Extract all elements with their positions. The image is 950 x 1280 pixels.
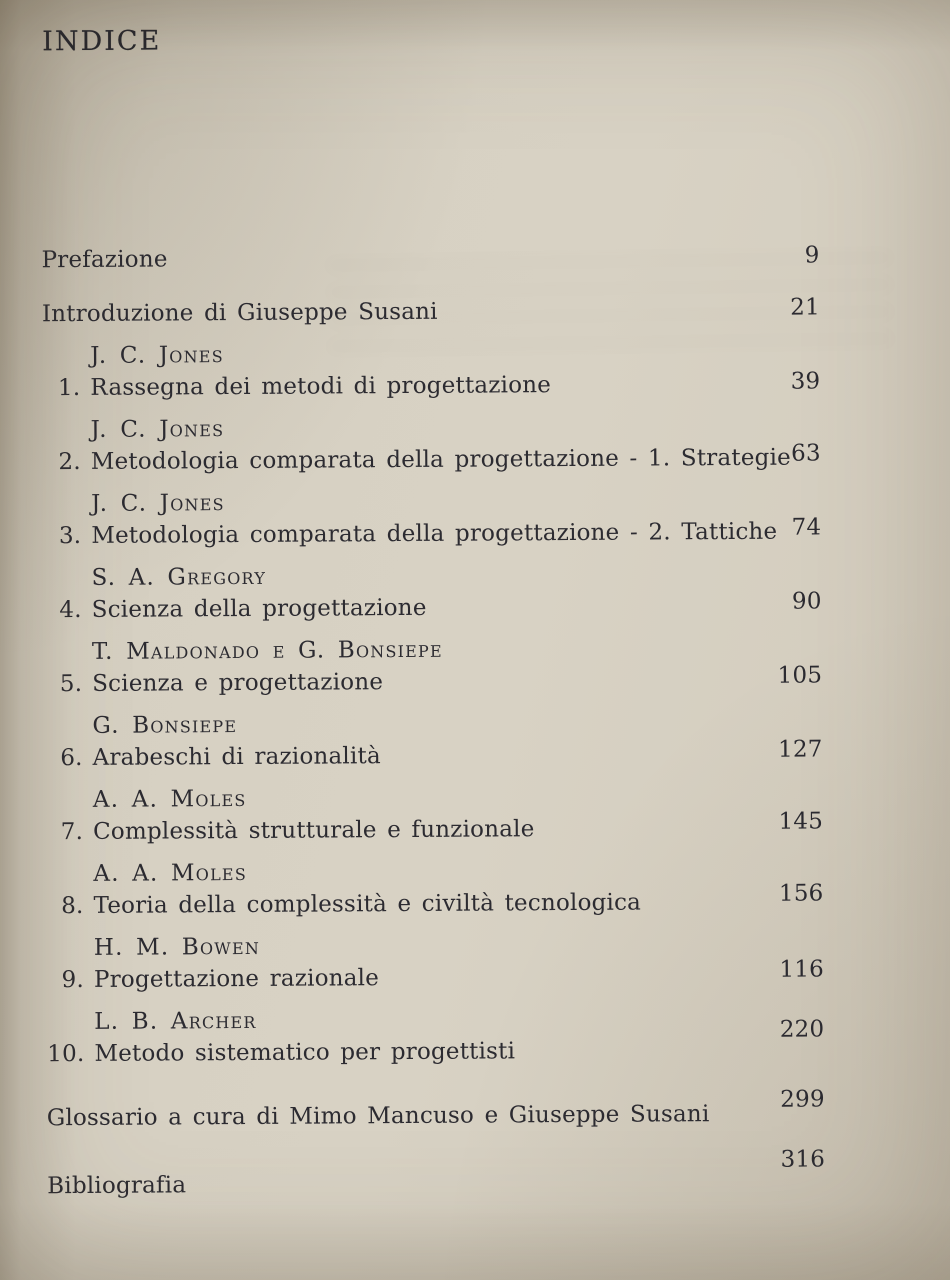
toc-entry (46, 956, 825, 996)
entry-number: 8. (61, 892, 84, 920)
entry-number: 3. (58, 522, 82, 550)
entry-page-number: 127 (778, 736, 823, 763)
toc-entry (43, 441, 821, 478)
entry-title: Metodologia comparata della progettazione - 1. Strategie (90, 444, 791, 475)
entry-title: Prefazione (41, 246, 168, 274)
entry-number: 1. (57, 374, 81, 402)
entry-page-number: 74 (791, 514, 822, 541)
entry-page-number: 316 (780, 1146, 826, 1173)
entry-author: S. A. Gregory (91, 563, 267, 591)
toc-entry-group (44, 631, 822, 700)
entry-title: Scienza della progettazione (91, 594, 427, 623)
entry-author: G. Bonsiepe (92, 712, 238, 739)
entry-title: Bibliografia (47, 1172, 187, 1200)
toc-entry (42, 367, 820, 404)
toc-entry-group (45, 779, 823, 848)
entry-title: Teoria della complessità e civiltà tecnologica (93, 889, 642, 919)
entry-number: 6. (60, 744, 83, 772)
entry-number: 10. (47, 1040, 85, 1068)
toc-entry (44, 663, 822, 700)
table-of-contents (41, 239, 825, 1202)
entry-title: Metodologia comparata della progettazione - 2. Tattiche (91, 518, 778, 549)
entry-page-number: 145 (778, 808, 824, 835)
entry-page-number: 105 (777, 662, 823, 689)
entry-author: A. A. Moles (92, 785, 247, 813)
toc-entry-group (46, 1001, 824, 1070)
entry-title: Scienza e progettazione (92, 669, 384, 697)
entry-author: J. C. Jones (90, 342, 224, 369)
toc-entry (45, 880, 824, 922)
entry-page-number: 63 (791, 440, 821, 467)
toc-entry (46, 1086, 825, 1134)
toc-entry-group (44, 705, 822, 774)
toc-entry (44, 589, 822, 626)
page-title: INDICE (42, 25, 162, 58)
entry-page-number: 299 (780, 1086, 825, 1113)
toc-entry (42, 293, 820, 330)
entry-author: J. C. Jones (90, 490, 225, 517)
entry-title: Introduzione di Giuseppe Susani (41, 298, 438, 328)
entry-number: 5. (59, 670, 83, 698)
entry-title: Rassegna dei metodi di progettazione (90, 372, 552, 401)
entry-title: Complessità strutturale e funzionale (93, 816, 535, 845)
entry-page-number: 9 (804, 242, 820, 269)
entry-author: J. C. Jones (90, 416, 225, 443)
entry-page-number: 220 (779, 1016, 825, 1043)
toc-entry-group (43, 557, 821, 626)
entry-page-number: 21 (790, 294, 820, 321)
toc-entry (41, 239, 819, 276)
toc-entry-group (42, 335, 820, 404)
toc-entry (47, 1146, 826, 1202)
toc-entry (45, 808, 824, 848)
entry-author: A. A. Moles (93, 859, 248, 887)
entry-number: 4. (59, 596, 82, 624)
entry-number: 2. (58, 448, 81, 476)
entry-title: Metodo sistematico per progettisti (94, 1038, 516, 1067)
toc-entry (45, 737, 823, 774)
toc-entry-group (43, 483, 821, 552)
entry-page-number: 90 (791, 588, 822, 615)
toc-entry-group (46, 927, 824, 996)
toc-entry-group (45, 853, 823, 922)
entry-title: Glossario a cura di Mimo Mancuso e Giuseppe Susani (46, 1101, 710, 1132)
entry-author: T. Maldonado e G. Bonsiepe (91, 636, 443, 665)
entry-number: 7. (60, 818, 84, 846)
entry-author: H. M. Bowen (93, 933, 261, 961)
entry-title: Arabeschi di razionalità (92, 743, 381, 771)
entry-page-number: 39 (790, 368, 821, 395)
entry-page-number: 116 (779, 956, 825, 983)
toc-entry-group (43, 409, 821, 478)
entry-author: L. B. Archer (94, 1007, 257, 1035)
entry-title: Progettazione razionale (93, 965, 380, 993)
toc-entry (43, 515, 821, 552)
entry-number: 9. (61, 966, 85, 994)
entry-page-number: 156 (778, 880, 824, 907)
